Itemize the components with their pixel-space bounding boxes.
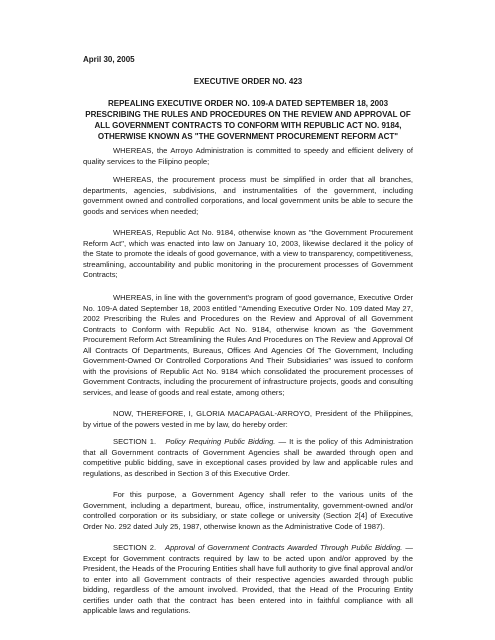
whereas-paragraph-4: WHEREAS, in line with the government's program of good governance, Executive Order No. 109-A dated September 18, 2003 entitled "Amending Executive Order No. 109 dated May 27, 2002 Prescribing the Rules and Procedures on the Review and Approval of all Government Contracts to Conform with Republic Act No. 9184, otherwise known as 'the Government Procurement Reform Act Streamlining the Rules And Procedures on The Review and Approval Of All Contracts Of Departments, Bureaus, Offices And Agencies Of The Government, Including Government-Owned Or Controlled Corporations And Their Subsidiaries" was issued to conform with the provisions of Republic Act No. 9184 which consolidated the procurement processes of Government Contracts, including the procurement of infrastructure projects, goods and consulting services, and lease of goods and real estate, among others; [83, 293, 413, 397]
definition-paragraph: For this purpose, a Government Agency shall refer to the various units of the Government, including a department, bureau, office, instrumentality, government-owned and/or controlled corporation or its subsidiary, or state college or university (Section 2[4] of Executive Order No. 292 dated July 25, 1987, otherwise known as the Administrative Code of 1987). [83, 490, 413, 531]
now-therefore-paragraph: NOW, THEREFORE, I, GLORIA MACAPAGAL-ARROYO, President of the Philippines, by virtue of the powers vested in me by law, do hereby order: [83, 409, 413, 429]
section-1-label: SECTION 1. [113, 437, 157, 446]
section-1-paragraph: SECTION 1. Policy Requiring Public Bidding. — It is the policy of this Administration that all Government contracts of Government Agencies shall be awarded through open and competitive public bidding, save in exceptional cases provided by law and applicable rules and regulations, as described in Section 3 of this Executive Order. [83, 437, 413, 478]
section-2-paragraph: SECTION 2. Approval of Government Contracts Awarded Through Public Bidding. — Except for Government contracts required by law to be acted upon and/or approved by the President, the Heads of the Procuring Entities shall have full authority to give final approval and/or to enter into all Government contracts of their respective agencies awarded through public bidding, regardless of the amount involved. Provided, that the Head of the Procuring Entity certifies under oath that the contract has been entered into in faithful compliance with all applicable laws and regulations. [83, 543, 413, 615]
order-heading: REPEALING EXECUTIVE ORDER NO. 109-A DATED SEPTEMBER 18, 2003 PRESCRIBING THE RULES AND PROCEDURES ON THE REVIEW AND APPROVAL OF ALL GOVERNMENT CONTRACTS TO CONFORM WITH REPUBLIC ACT NO. 9184, OTHERWISE KNOWN AS "THE GOVERNMENT PROCUREMENT REFORM ACT" [85, 99, 411, 141]
section-2-label: SECTION 2. [113, 543, 157, 552]
whereas-paragraph-3: WHEREAS, Republic Act No. 9184, otherwise known as "the Government Procurement Reform Act", which was enacted into law on January 10, 2003, likewise declared it the policy of the State to promote the ideals of good governance, with a view to transparency, competitiveness, streamlining, accountability and public monitoring in the procurement processes of Government Contracts; [83, 228, 413, 279]
section-2-title: Approval of Government Contracts Awarded Through Public Bidding. [165, 543, 403, 552]
whereas-paragraph-1: WHEREAS, the Arroyo Administration is committed to speedy and efficient delivery of quality services to the Filipino people; [83, 146, 413, 166]
order-title: EXECUTIVE ORDER NO. 423 [193, 77, 303, 86]
section-1-title: Policy Requiring Public Bidding. [165, 437, 276, 446]
order-date: April 30, 2005 [83, 55, 135, 64]
whereas-paragraph-2: WHEREAS, the procurement process must be simplified in order that all branches, departments, agencies, subdivisions, and instrumentalities of the government, including government owned and controlled corporations, and local government units be able to secure the goods and services when needed; [83, 175, 413, 216]
